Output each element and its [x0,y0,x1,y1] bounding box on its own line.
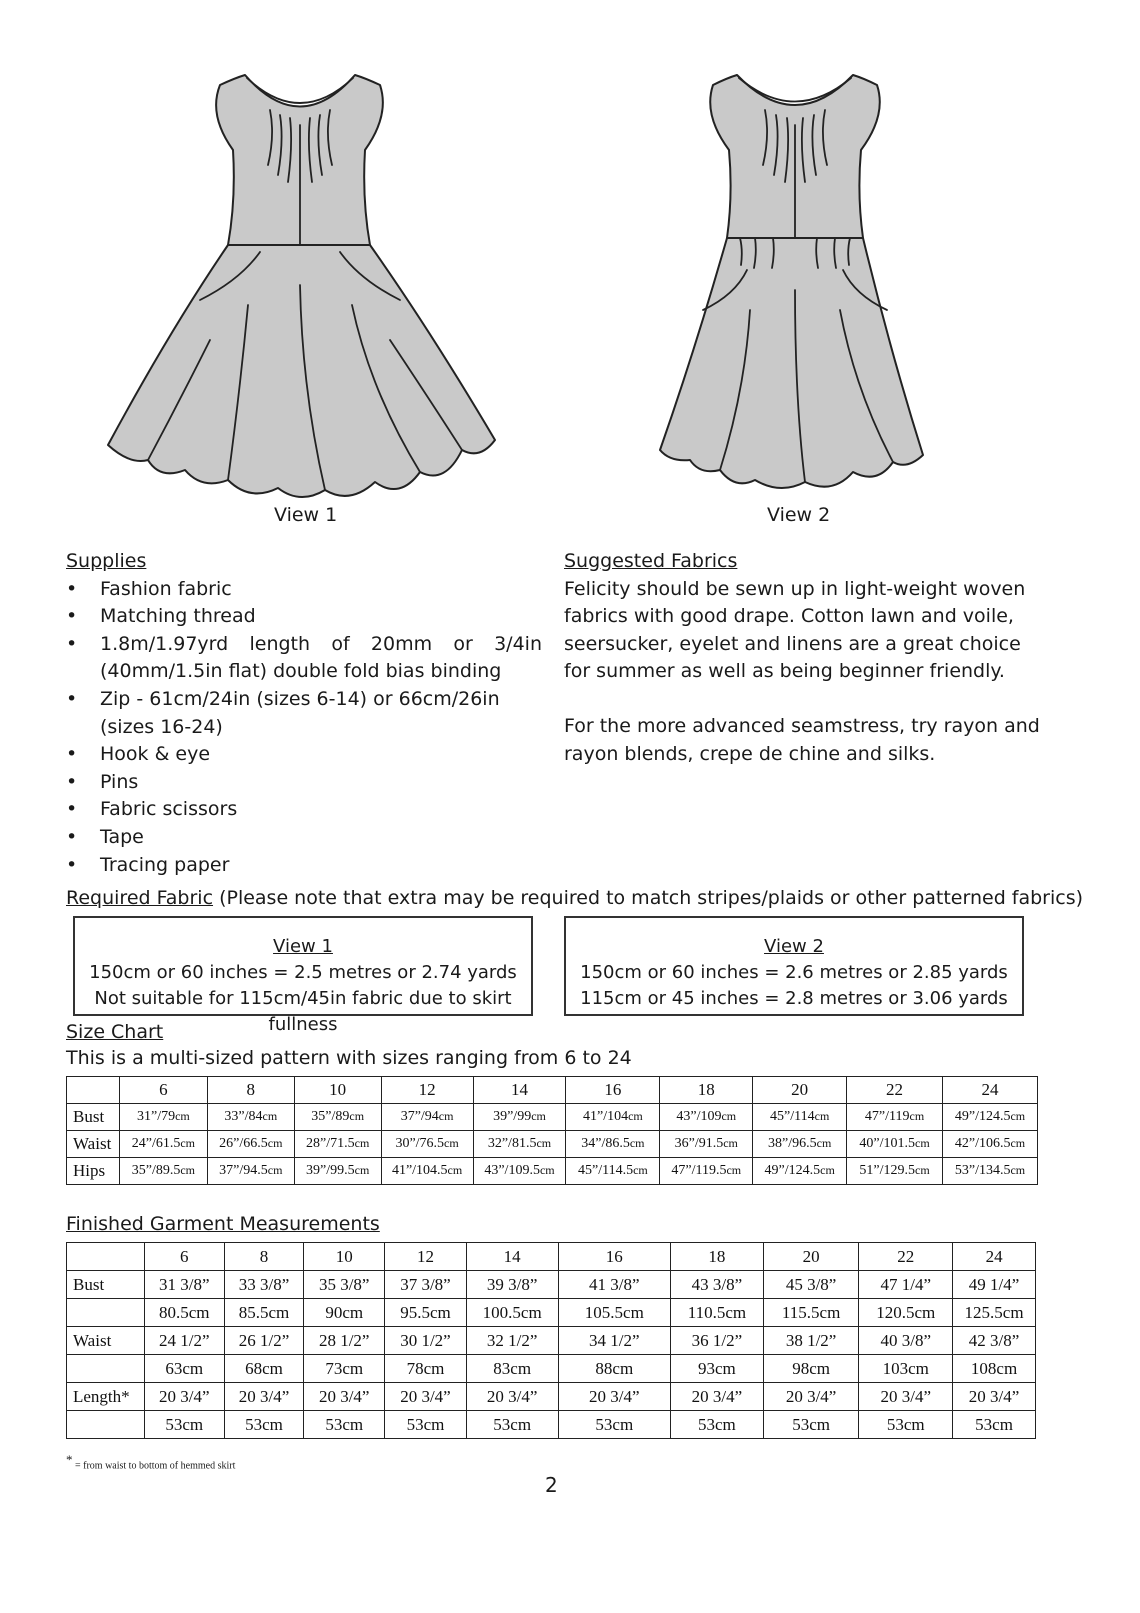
size-header-cell: 10 [294,1077,381,1104]
table-cell: 30”/76.5cm [381,1131,473,1158]
fabrics-paragraph-2: For the more advanced seamstress, try rayon and rayon blends, crepe de chine and silks. [564,714,1040,765]
size-header-cell: 16 [566,1077,660,1104]
supplies-item: • Fabric scissors [66,796,542,824]
finished-table [66,1242,1036,1439]
table-cell: 53cm [859,1411,953,1439]
table-cell: 53cm [304,1411,385,1439]
table-cell: 100.5cm [466,1299,558,1327]
table-cell: 31 3/8” [144,1271,224,1299]
table-cell: 83cm [466,1355,558,1383]
required-fabric-heading: Required Fabric [66,887,214,909]
table-cell: 33”/84cm [207,1104,294,1131]
table-cell: 51”/129.5cm [847,1158,943,1185]
table-row [67,1271,1036,1299]
finished-heading: Finished Garment Measurements [66,1213,380,1235]
table-cell: 110.5cm [671,1299,764,1327]
supplies-item: • Zip - 61cm/24in (sizes 6-14) or 66cm/26in (sizes 16-24) [66,686,542,741]
table-cell: 47 1/4” [859,1271,953,1299]
table-cell: 45”/114cm [753,1104,847,1131]
table-cell: 37 3/8” [385,1271,467,1299]
size-chart-row-bust [67,1104,1038,1131]
table-cell: 30 1/2” [385,1327,467,1355]
table-cell: 36 1/2” [671,1327,764,1355]
table-cell: 125.5cm [953,1299,1036,1327]
row-label [67,1355,145,1383]
table-cell: 41 3/8” [558,1271,671,1299]
table-cell: 20 3/4” [953,1383,1036,1411]
table-cell: 31”/79cm [119,1104,207,1131]
table-cell: 39 3/8” [466,1271,558,1299]
size-chart-header-row [67,1077,1038,1104]
table-cell: 26 1/2” [224,1327,304,1355]
supplies-item: • Pins [66,769,542,797]
table-cell: 20 3/4” [304,1383,385,1411]
required-view1-title: View 1 [273,936,333,957]
table-cell: 85.5cm [224,1299,304,1327]
table-cell: 38”/96.5cm [753,1131,847,1158]
required-fabric-note: (Please note that extra may be required to match stripes/plaids or other patterned fabrics) [213,887,1084,909]
table-cell: 20 3/4” [224,1383,304,1411]
table-cell: 35 3/8” [304,1271,385,1299]
size-header-cell: 6 [119,1077,207,1104]
size-chart-row-hips [67,1158,1038,1185]
row-label: Waist [67,1327,145,1355]
fabrics-paragraph-1: Felicity should be sewn up in light-weight woven fabrics with good drape. Cotton lawn and voile, seersucker, eyelet and linens are a great choice for summer as well as being beginner friendly. [564,577,1026,683]
table-cell: 24 1/2” [144,1327,224,1355]
table-row [67,1355,1036,1383]
table-cell: 40 3/8” [859,1327,953,1355]
table-cell: 49”/124.5cm [943,1104,1038,1131]
table-cell: 26”/66.5cm [207,1131,294,1158]
row-label: Bust [67,1271,145,1299]
dress-view2-illustration [655,70,935,510]
page-number: 2 [545,1473,558,1497]
size-header-cell: 6 [144,1243,224,1271]
table-cell: 20 3/4” [763,1383,859,1411]
table-cell: 35”/89cm [294,1104,381,1131]
supplies-item: • 1.8m/1.97yrd length of 20mm or 3/4in (40mm/1.5in flat) double fold bias binding [66,631,542,686]
table-row [67,1327,1036,1355]
table-cell: 78cm [385,1355,467,1383]
table-cell: 43”/109cm [660,1104,753,1131]
table-cell: 32”/81.5cm [473,1131,566,1158]
size-header-cell: 10 [304,1243,385,1271]
table-cell: 42 3/8” [953,1327,1036,1355]
table-cell: 53cm [144,1411,224,1439]
table-cell: 47”/119.5cm [660,1158,753,1185]
table-cell: 88cm [558,1355,671,1383]
size-header-cell: 20 [753,1077,847,1104]
table-cell: 120.5cm [859,1299,953,1327]
row-label [67,1411,145,1439]
table-cell: 103cm [859,1355,953,1383]
table-cell: 42”/106.5cm [943,1131,1038,1158]
table-cell: 53cm [385,1411,467,1439]
table-cell: 53cm [224,1411,304,1439]
table-cell: 105.5cm [558,1299,671,1327]
supplies-item: • Fashion fabric [66,576,542,604]
supplies-section [66,548,542,879]
table-cell: 28”/71.5cm [294,1131,381,1158]
row-label: Bust [67,1104,120,1131]
table-cell: 53”/134.5cm [943,1158,1038,1185]
required-view2-box [564,916,1024,1016]
table-cell: 40”/101.5cm [847,1131,943,1158]
table-cell: 39”/99.5cm [294,1158,381,1185]
table-cell: 37”/94.5cm [207,1158,294,1185]
table-cell: 49”/124.5cm [753,1158,847,1185]
row-label: Waist [67,1131,120,1158]
fabrics-section [564,548,1042,768]
size-header-cell: 24 [953,1243,1036,1271]
table-cell: 37”/94cm [381,1104,473,1131]
size-header-cell: 14 [473,1077,566,1104]
table-cell: 53cm [466,1411,558,1439]
size-chart-heading: Size Chart [66,1021,164,1043]
table-cell: 95.5cm [385,1299,467,1327]
size-header-cell: 16 [558,1243,671,1271]
required-view2-line1: 150cm or 60 inches = 2.6 metres or 2.85 yards [580,962,1008,983]
table-cell: 43 3/8” [671,1271,764,1299]
size-header-cell: 22 [847,1077,943,1104]
row-label: Length* [67,1383,145,1411]
table-cell: 53cm [953,1411,1036,1439]
table-cell: 115.5cm [763,1299,859,1327]
table-row [67,1411,1036,1439]
footnote-star: * [66,1452,73,1467]
supplies-item: • Matching thread [66,603,542,631]
table-cell: 24”/61.5cm [119,1131,207,1158]
table-cell: 73cm [304,1355,385,1383]
size-chart-row-waist [67,1131,1038,1158]
fabrics-heading: Suggested Fabrics [564,550,738,572]
table-cell: 39”/99cm [473,1104,566,1131]
table-cell: 45 3/8” [763,1271,859,1299]
row-label [67,1299,145,1327]
size-header-cell: 18 [671,1243,764,1271]
table-cell: 38 1/2” [763,1327,859,1355]
table-cell: 20 3/4” [144,1383,224,1411]
footnote [66,1452,235,1471]
table-cell: 34”/86.5cm [566,1131,660,1158]
size-header-cell: 14 [466,1243,558,1271]
table-cell: 41”/104.5cm [381,1158,473,1185]
table-cell: 53cm [558,1411,671,1439]
table-cell: 53cm [671,1411,764,1439]
size-chart-table [66,1076,1038,1185]
size-header-cell: 20 [763,1243,859,1271]
size-header-cell: 8 [207,1077,294,1104]
size-chart-intro: This is a multi-sized pattern with sizes ranging from 6 to 24 [66,1047,632,1069]
footnote-text: = from waist to bottom of hemmed skirt [72,1460,236,1472]
table-cell: 98cm [763,1355,859,1383]
table-row [67,1383,1036,1411]
required-view2-title: View 2 [764,936,824,957]
table-cell: 20 3/4” [466,1383,558,1411]
table-cell: 93cm [671,1355,764,1383]
table-cell: 43”/109.5cm [473,1158,566,1185]
size-header-cell: 24 [943,1077,1038,1104]
size-chart-corner-cell [67,1077,120,1104]
view1-label: View 1 [274,504,338,526]
table-cell: 28 1/2” [304,1327,385,1355]
size-header-cell: 12 [385,1243,467,1271]
table-cell: 34 1/2” [558,1327,671,1355]
table-row [67,1299,1036,1327]
finished-corner-cell [67,1243,145,1271]
table-cell: 20 3/4” [859,1383,953,1411]
row-label: Hips [67,1158,120,1185]
table-cell: 45”/114.5cm [566,1158,660,1185]
supplies-item: • Tape [66,824,542,852]
table-cell: 47”/119cm [847,1104,943,1131]
view2-label: View 2 [767,504,831,526]
table-cell: 90cm [304,1299,385,1327]
table-cell: 20 3/4” [385,1383,467,1411]
table-cell: 20 3/4” [558,1383,671,1411]
required-fabric-line [66,887,1084,909]
table-cell: 49 1/4” [953,1271,1036,1299]
size-header-cell: 22 [859,1243,953,1271]
required-view2-line2: 115cm or 45 inches = 2.8 metres or 3.06 yards [580,988,1008,1009]
required-view1-line1: 150cm or 60 inches = 2.5 metres or 2.74 yards [89,962,517,983]
dress-view1-illustration [100,70,500,510]
table-cell: 36”/91.5cm [660,1131,753,1158]
table-cell: 33 3/8” [224,1271,304,1299]
table-cell: 80.5cm [144,1299,224,1327]
supplies-item: • Hook & eye [66,741,542,769]
table-cell: 32 1/2” [466,1327,558,1355]
table-cell: 35”/89.5cm [119,1158,207,1185]
size-header-cell: 12 [381,1077,473,1104]
supplies-list [66,576,542,880]
table-cell: 53cm [763,1411,859,1439]
table-cell: 108cm [953,1355,1036,1383]
finished-header-row [67,1243,1036,1271]
size-header-cell: 8 [224,1243,304,1271]
table-cell: 63cm [144,1355,224,1383]
table-cell: 68cm [224,1355,304,1383]
supplies-item: • Tracing paper [66,852,542,880]
required-view1-line2: Not suitable for 115cm/45in fabric due to skirt fullness [94,988,512,1035]
table-cell: 41”/104cm [566,1104,660,1131]
supplies-heading: Supplies [66,550,147,572]
size-header-cell: 18 [660,1077,753,1104]
table-cell: 20 3/4” [671,1383,764,1411]
